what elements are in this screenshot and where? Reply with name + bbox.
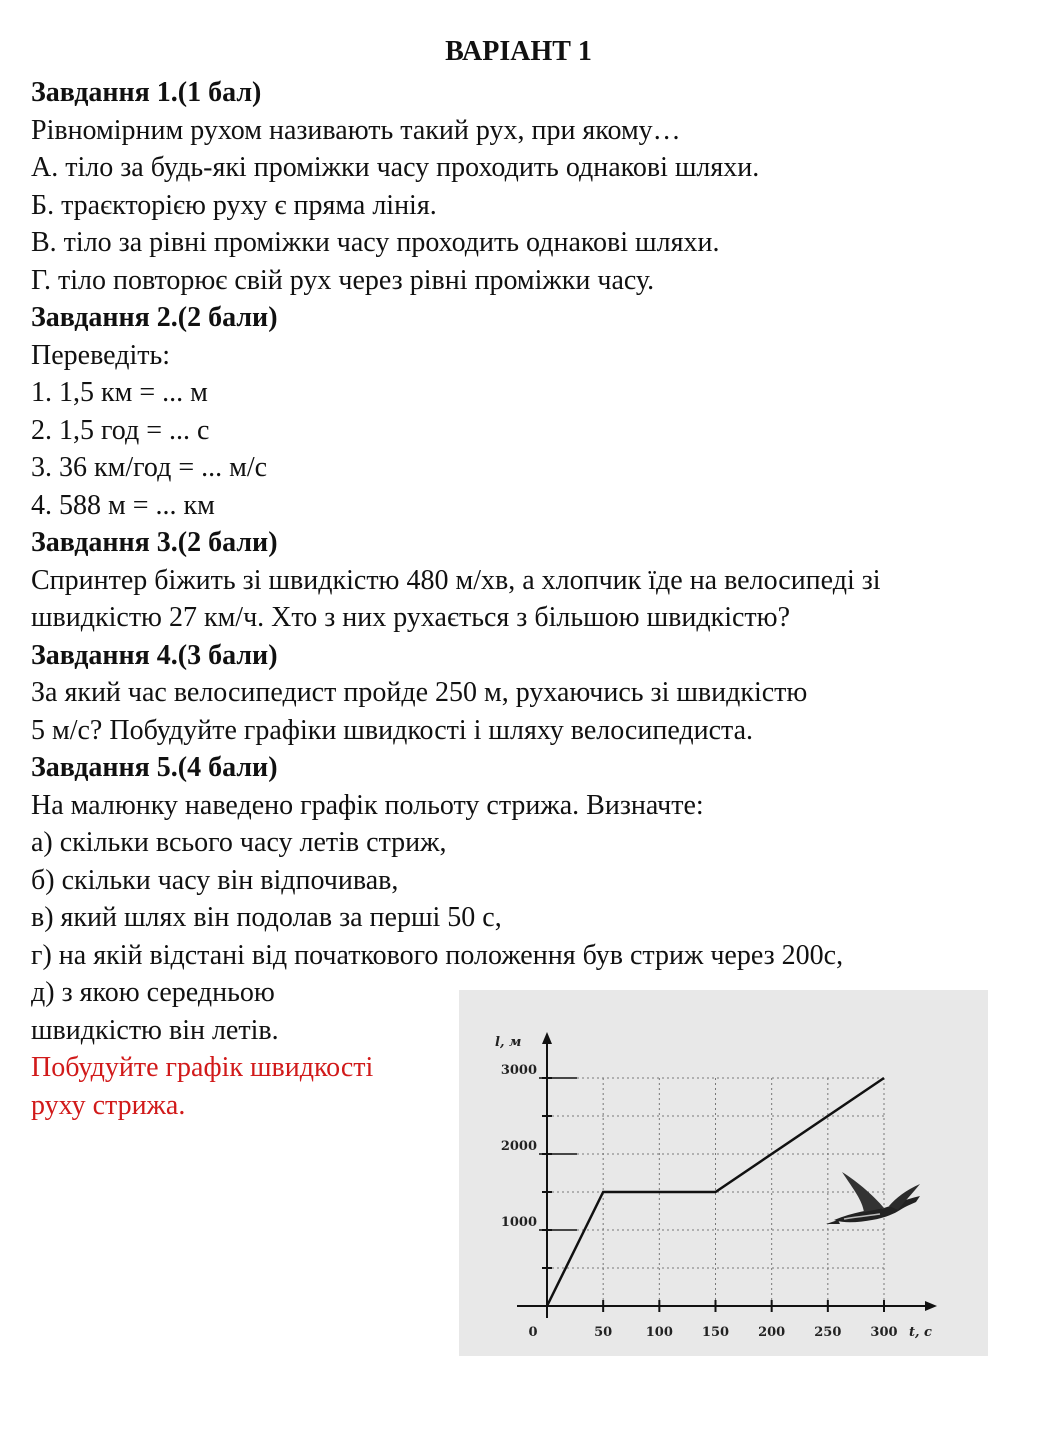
task4-heading: Завдання 4.(3 бали) (31, 640, 278, 671)
task4-line-1: За який час велосипедист пройде 250 м, рухаючись зі швидкістю (31, 677, 808, 708)
task5-extra-line-1: Побудуйте графік швидкості (31, 1052, 374, 1083)
y-axis-label: l, м (495, 1035, 522, 1050)
task3-heading: Завдання 3.(2 бали) (31, 527, 278, 558)
task1-option-b: Б. траєкторією руху є пряма лінія. (31, 190, 437, 221)
y-tick-label: 3000 (500, 1063, 537, 1078)
graph-background (459, 990, 988, 1356)
task4-line-2: 5 м/с? Побудуйте графіки швидкості і шляху велосипедиста. (31, 715, 754, 746)
task5-line-b: б) скільки часу він відпочивав, (31, 865, 399, 896)
task3-line-2: швидкістю 27 км/ч. Хто з них рухається з більшою швидкістю? (31, 602, 791, 633)
task5-line-1: На малюнку наведено графік польоту стрижа. Визначте: (31, 790, 704, 821)
task2-heading: Завдання 2.(2 бали) (31, 302, 278, 333)
task2-intro: Переведіть: (31, 340, 171, 371)
x-tick-label: 300 (870, 1325, 898, 1340)
task2-item-3: 3. 36 км/год = ... м/с (31, 452, 268, 483)
task1-option-g: Г. тіло повторює свій рух через рівні проміжки часу. (31, 265, 655, 296)
task5-extra-line-2: руху стрижа. (31, 1090, 186, 1121)
x-tick-label: 0 (528, 1325, 538, 1340)
task1-option-v: В. тіло за рівні проміжки часу проходить однакові шляхи. (31, 227, 720, 258)
y-tick-label: 2000 (500, 1139, 537, 1154)
task2-item-1: 1. 1,5 км = ... м (31, 377, 208, 408)
task5-line-d: д) з якою середньою (31, 977, 275, 1008)
task3-line-1: Спринтер біжить зі швидкістю 480 м/хв, а хлопчик їде на велосипеді зі (31, 565, 881, 596)
x-tick-label: 50 (594, 1325, 613, 1340)
x-tick-label: 150 (701, 1325, 730, 1340)
task2-item-4: 4. 588 м = ... км (31, 490, 215, 521)
task5-line-g: г) на якій відстані від початкового положення був стриж через 200с, (31, 940, 844, 971)
task5-line-v: в) який шлях він подолав за перші 50 с, (31, 902, 502, 933)
task2-item-2: 2. 1,5 год = ... с (31, 415, 210, 446)
task5-heading: Завдання 5.(4 бали) (31, 752, 278, 783)
page-title: ВАРІАНТ 1 (445, 36, 592, 67)
x-tick-label: 200 (758, 1325, 786, 1340)
x-axis-label: t, c (909, 1325, 932, 1340)
x-tick-label: 100 (645, 1325, 673, 1340)
task1-heading: Завдання 1.(1 бал) (31, 77, 262, 108)
task5-line-d2: швидкістю він летів. (31, 1015, 279, 1046)
y-tick-label: 1000 (500, 1215, 537, 1230)
task1-option-a: А. тіло за будь-які проміжки часу проходить однакові шляхи. (31, 152, 760, 183)
task5-line-a: а) скільки всього часу летів стриж, (31, 827, 447, 858)
x-tick-label: 250 (814, 1325, 842, 1340)
distance-time-graph (459, 990, 988, 1356)
task1-question: Рівномірним рухом називають такий рух, при якому… (31, 115, 681, 146)
